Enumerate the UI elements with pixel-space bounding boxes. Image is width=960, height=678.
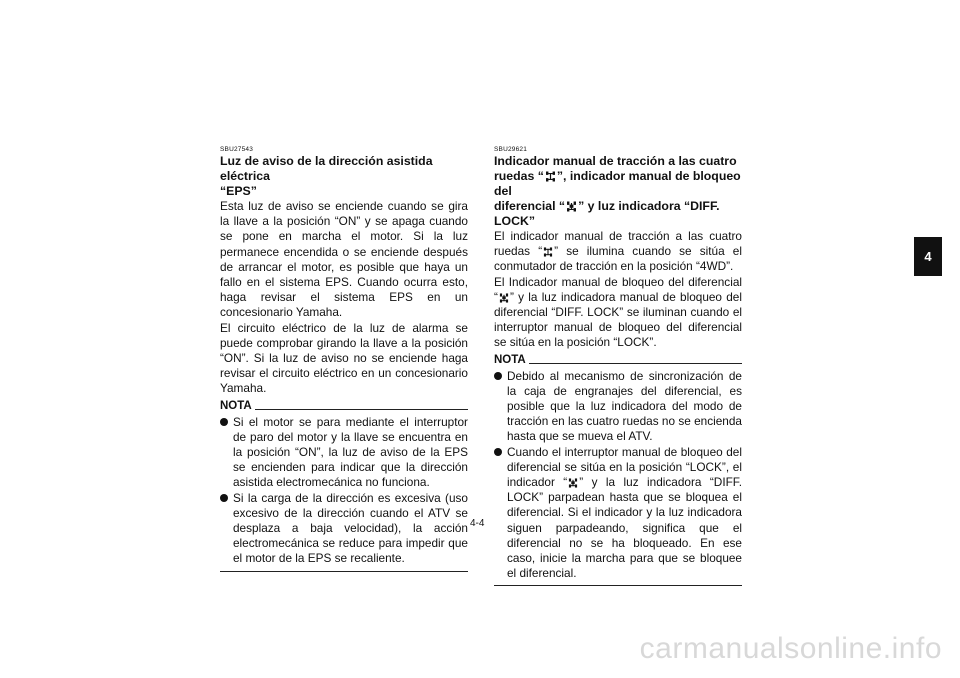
page-number: 4-4 [470, 518, 485, 529]
nota-item [494, 445, 742, 582]
paragraph: El circuito eléctrico de la luz de alarma se puede comprobar girando la llave a la posición “ON”. Si la luz de aviso no se enciende haga revisar el circuito eléctrico en un concesionario Yamaha. [220, 320, 468, 396]
nota-end-rule [220, 571, 468, 572]
nota-item-2-post: ” y la luz indicadora “DIFF. LOCK” parpadean hasta que se bloquea el diferencial. Si el indicador y la luz indicadora siguen parpadeando, significa que el diferencial no se ha bloqueado. En ese caso, inicie la marcha para que se bloquee el diferencial. [507, 475, 742, 581]
nota-rule [255, 409, 468, 410]
right-column [494, 146, 742, 586]
nota-list [494, 369, 742, 582]
section-heading [494, 154, 742, 229]
nota-label: NOTA [494, 353, 526, 366]
watermark: carmanualsonline.info [639, 632, 942, 665]
nota-list [220, 415, 468, 567]
diff-lock-indicator-icon [499, 293, 509, 303]
diff-lock-indicator-icon [568, 478, 578, 488]
bullet-icon [220, 494, 228, 502]
heading-line-3-post: ” y luz indicadora “DIFF. LOCK” [494, 199, 720, 228]
bullet-icon [494, 448, 502, 456]
diff-lock-indicator-icon [566, 201, 577, 212]
bullet-icon [494, 372, 502, 380]
nota-item [220, 415, 468, 491]
nota-label: NOTA [220, 399, 252, 412]
nota-rule [529, 363, 742, 364]
nota-item [494, 369, 742, 445]
4wd-indicator-icon [543, 247, 553, 257]
paragraph: Esta luz de aviso se enciende cuando se gira la llave a la posición “ON” y se apaga cuando se pone en marcha el motor. Si la luz permanece encendida o se enciende después de arrancar el motor, es posible que haya un fallo en el sistema EPS. Cuando ocurra esto, haga revisar el sistema EPS en un concesionario Yamaha. [220, 199, 468, 320]
nota-box [494, 353, 742, 587]
heading-line-1: Luz de aviso de la dirección asistida eléctrica [220, 154, 433, 183]
section-code: SBU27543 [220, 146, 254, 153]
heading-line-1: Indicador manual de tracción a las cuatro [494, 154, 737, 168]
paragraph [494, 275, 742, 351]
section-body [220, 199, 468, 397]
nota-item-text: Si el motor se para mediante el interruptor de paro del motor y la llave se encuentra en la posición “ON”, la luz de aviso de la EPS se encienden para indicar que la dirección asistida electromecánica no funciona. [233, 414, 468, 490]
nota-box [220, 399, 468, 572]
p2-post: ” y la luz indicadora manual de bloqueo del diferencial “DIFF. LOCK” se iluminan cuando el interruptor manual de bloqueo del diferencial se sitúa en la posición “LOCK”. [494, 289, 742, 350]
heading-line-3-pre: diferencial “ [494, 199, 566, 213]
nota-item-text: Debido al mecanismo de sincronización de la caja de engranajes del diferencial, es posible que la luz indicadora del modo de tracción en las cuatro ruedas no se encienda hasta que se mueva el ATV. [507, 368, 742, 444]
chapter-tab: 4 [914, 237, 942, 276]
bullet-icon [220, 418, 228, 426]
nota-item-text: Si la carga de la dirección es excesiva (uso excesivo de la dirección cuando el ATV se desplaza a baja velocidad), la acción electromecánica se reduce para impedir que el motor de la EPS se recaliente. [233, 490, 468, 566]
p1-pre: El indicador manual de tracción a las cuatro ruedas “ [494, 229, 742, 259]
p1-post: ” se ilumina cuando se sitúa el conmutador de tracción en la posición “4WD”. [494, 244, 742, 274]
nota-item [220, 491, 468, 567]
section-code: SBU29621 [494, 146, 528, 153]
nota-header [494, 353, 742, 367]
section-heading [220, 154, 468, 199]
paragraph [494, 229, 742, 275]
section-body [494, 229, 742, 351]
p2-pre: El Indicador manual de bloqueo del diferencial “ [494, 274, 742, 304]
left-column [220, 146, 468, 572]
heading-line-2: “EPS” [220, 184, 257, 198]
nota-item-2-pre: Cuando el interruptor manual de bloqueo del diferencial se sitúa en la posición “LOCK”, el indicador “ [507, 444, 742, 490]
4wd-indicator-icon [545, 171, 556, 182]
nota-header [220, 399, 468, 413]
heading-line-2-pre: ruedas “ [494, 169, 544, 183]
heading-line-2-post: ”, indicador manual de bloqueo del [494, 169, 741, 198]
nota-end-rule [494, 585, 742, 586]
